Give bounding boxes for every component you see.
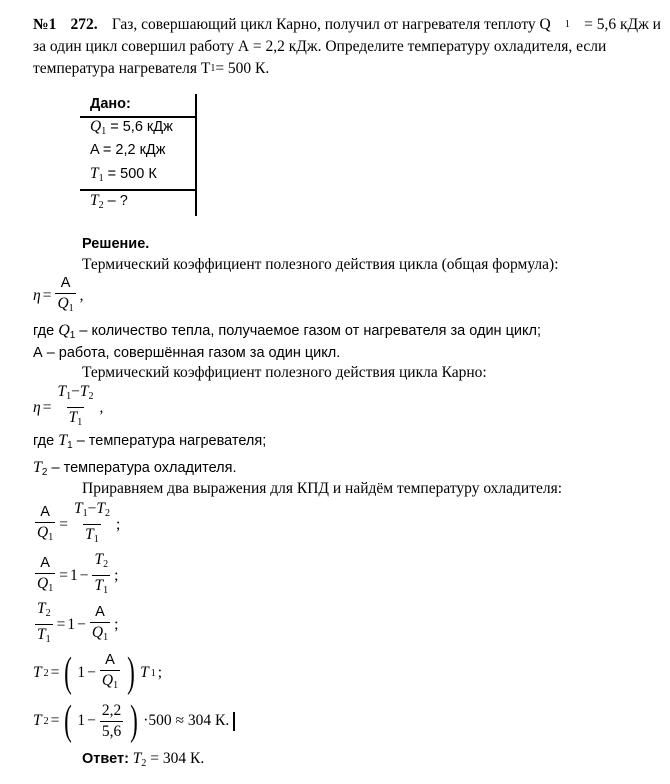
given-t2: $T_2$ – ? [90,192,128,211]
fraction-t1-minus-t2-over-t1: $\frac{T_1-T_2}{T_1}$ [55,383,95,432]
equation-step-2: $\frac{T_2}{T_1}$ = 1 − $\frac{A}{Q_1}$ ; [33,600,118,649]
given-t1: $T_1 = 500$ К [90,165,157,184]
given-box [80,94,200,216]
problem-statement [33,14,661,80]
problem-line-2: за один цикл совершил работу А = 2,2 кДж. Определите температуру охладителя, если [33,38,607,55]
solution-paragraph-2: Термический коэффициент полезного действия цикла Карно: [82,364,487,381]
fraction-a-over-q1: $\frac{A}{Q_1}$ [55,274,75,318]
problem-line-1: №1 272. Газ, совершающий цикл Карно, получил от нагревателя теплоту Q 1 = 5,6 кДж и [33,14,661,36]
text-cursor [233,712,235,731]
equation-calculation: T 2 = ( 1 − $\frac{2,2}{5,6}$ ) ·500 ≈ 304 К. [33,701,235,741]
solution-paragraph-3: Приравняем два выражения для КПД и найдём температуру охладителя: [82,480,563,497]
definition-t2: $T_2$ – температура охладителя. [33,459,237,478]
formula-eta-carnot: η = $\frac{T_1-T_2}{T_1}$ , [33,383,103,432]
problem-number: №1 [33,16,57,33]
equation-equate: $\frac{A}{Q_1}$ = $\frac{T_1-T_2}{T_1}$ ; [33,500,120,549]
given-header: Дано: [90,96,131,112]
definition-a: А – работа, совершённая газом за один цикл. [33,345,341,361]
definition-q1: где $Q_1$ – количество тепла, получаемое газом от нагревателя за один цикл; [33,322,541,341]
given-a: A = 2,2 кДж [90,142,166,158]
given-q1: $Q_1 = 5,6$ кДж [90,118,173,137]
formula-eta-general: η = $\frac{A}{Q_1}$ , [33,274,84,318]
given-find-rule [80,189,196,191]
equation-step-3: T 2 = ( 1 − $\frac{A}{Q_1}$ ) T 1 ; [33,650,163,696]
task-number: 272. [70,16,98,33]
given-vertical-rule [195,94,197,216]
definition-t1: где $T_1$ – температура нагревателя; [33,432,267,451]
answer: Ответ: $T_2 = 304$ К. [82,750,205,769]
solution-header: Решение. [82,236,150,252]
problem-line-3: температура нагревателя T 1 = 500 К. [33,60,270,77]
equation-step-1: $\frac{A}{Q_1}$ = 1 − $\frac{T_2}{T_1}$ ; [33,551,118,600]
solution-paragraph-1: Термический коэффициент полезного действия цикла (общая формула): [82,256,559,273]
